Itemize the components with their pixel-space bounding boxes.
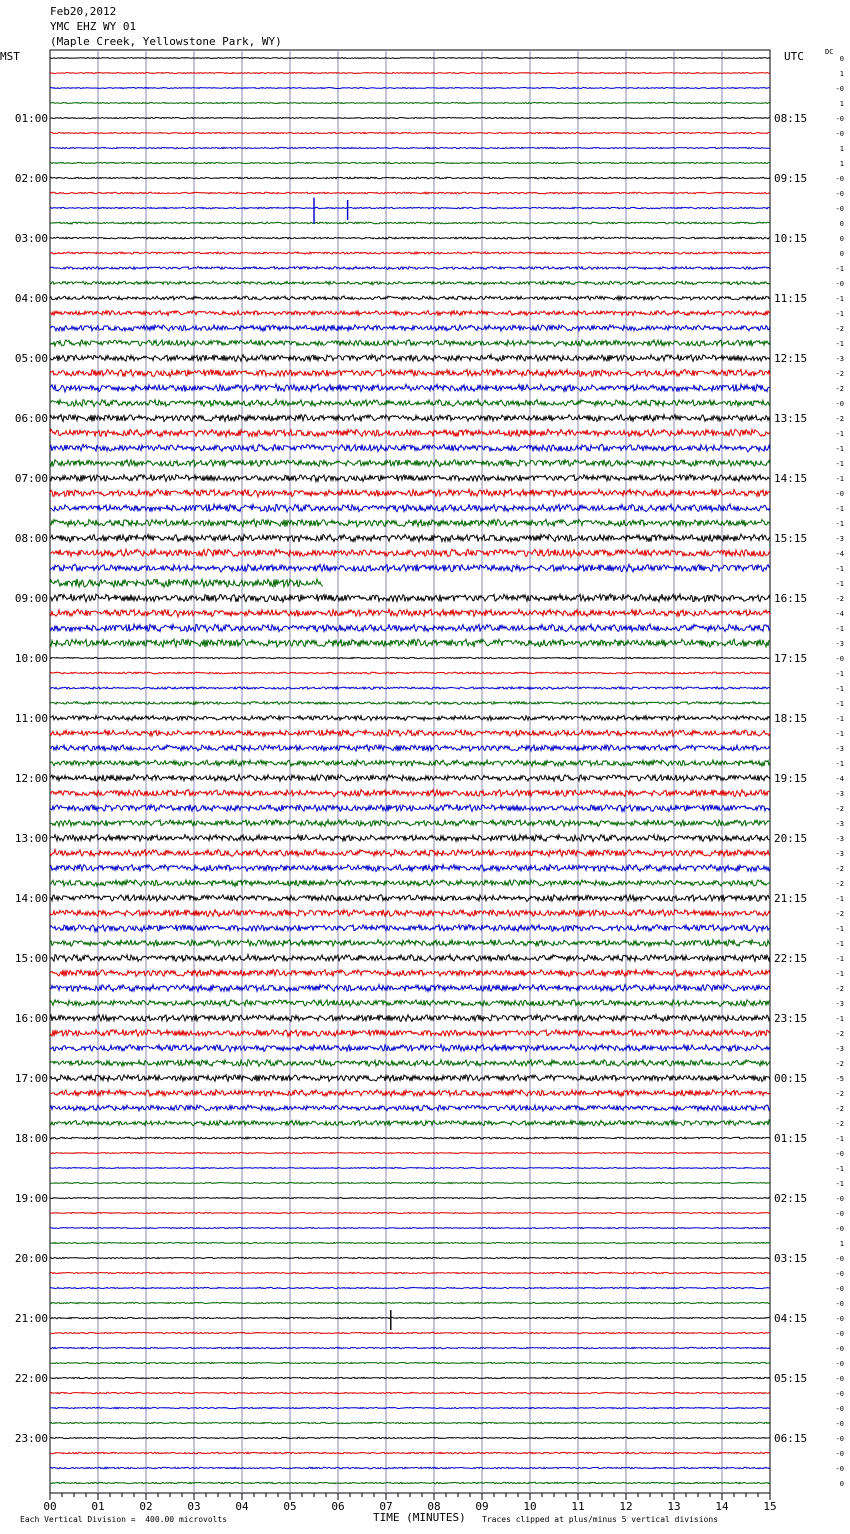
dc-offset-label: -1: [835, 310, 844, 318]
trace-row: [50, 1407, 770, 1409]
trace-row: [50, 162, 770, 164]
dc-offset-label: -1: [835, 625, 844, 633]
dc-offset-label: -1: [835, 565, 844, 573]
x-tick-label: 13: [667, 1500, 681, 1513]
trace-row: [50, 1377, 770, 1379]
trace-row: [50, 534, 770, 542]
dc-offset-label: -3: [835, 835, 844, 843]
dc-offset-label: -2: [835, 385, 844, 393]
utc-hour-label: 10:15: [774, 232, 808, 245]
dc-offset-label: -1: [835, 760, 844, 768]
trace-row: [50, 1257, 770, 1259]
trace-row: [50, 1212, 770, 1213]
dc-offset-label: -1: [835, 925, 844, 933]
dc-offset-label: -2: [835, 865, 844, 873]
trace-row: [50, 687, 770, 690]
dc-offset-label: -1: [835, 715, 844, 723]
trace-row: [50, 384, 770, 392]
utc-hour-label: 00:15: [774, 1072, 808, 1085]
dc-offset-label: 1: [839, 70, 844, 78]
trace-row: [50, 790, 770, 797]
dc-offset-label: -4: [835, 550, 844, 558]
dc-offset-label: -0: [835, 205, 844, 213]
plot-grid: [50, 50, 770, 1493]
x-tick-label: 15: [763, 1500, 777, 1513]
mst-hour-label: 06:00: [14, 412, 48, 425]
trace-row: [50, 1029, 770, 1036]
dc-offset-label: 1: [839, 160, 844, 168]
trace-row: [50, 835, 770, 842]
trace-row: [50, 444, 770, 452]
trace-row: [50, 72, 770, 73]
trace-row: [50, 460, 770, 467]
trace-row: [50, 1422, 770, 1424]
mst-hour-label: 13:00: [14, 832, 48, 845]
trace-row: [50, 880, 770, 887]
dc-offset-label: -3: [835, 820, 844, 828]
dc-offset-label: -0: [835, 1150, 844, 1158]
dc-offset-label: -1: [835, 445, 844, 453]
dc-offset-label: -2: [835, 1105, 844, 1113]
dc-offset-label: -4: [835, 610, 844, 618]
dc-offset-label: -1: [835, 295, 844, 303]
dc-offset-label: -3: [835, 790, 844, 798]
scale-note: Each Vertical Division = 400.00 microvolts: [20, 1515, 228, 1524]
trace-row: [50, 400, 770, 407]
trace-row: [50, 549, 770, 557]
mst-hour-label: 03:00: [14, 232, 48, 245]
x-tick-label: 11: [571, 1500, 585, 1513]
mst-hour-label: 09:00: [14, 592, 48, 605]
dc-offset-label: 1: [839, 100, 844, 108]
dc-offset-label: -0: [835, 1210, 844, 1218]
dc-offset-label: 1: [839, 1240, 844, 1248]
header-location: (Maple Creek, Yellowstone Park, WY): [50, 35, 282, 48]
dc-offset-label: -0: [835, 1225, 844, 1233]
dc-offset-label: -2: [835, 370, 844, 378]
trace-row: [50, 296, 770, 300]
mst-hour-label: 15:00: [14, 952, 48, 965]
x-tick-label: 07: [379, 1500, 393, 1513]
trace-row: [50, 1182, 770, 1183]
trace-row: [50, 474, 770, 481]
dc-offset-label: -1: [835, 340, 844, 348]
dc-offset-label: 0: [839, 220, 844, 228]
trace-row: [50, 132, 770, 134]
trace-row: [50, 1482, 770, 1484]
dc-offset-label: -0: [835, 1435, 844, 1443]
mst-hour-label: 18:00: [14, 1132, 48, 1145]
mst-hour-label: 11:00: [14, 712, 48, 725]
mst-hour-label: 05:00: [14, 352, 48, 365]
trace-row: [50, 760, 770, 766]
dc-offset-label: -3: [835, 640, 844, 648]
dc-offset-label: -0: [835, 1405, 844, 1413]
trace-row: [50, 355, 770, 362]
right-timezone-label: UTC: [784, 50, 804, 63]
dc-offset-label: -2: [835, 1060, 844, 1068]
dc-offset-label: -3: [835, 745, 844, 753]
trace-row: [50, 1287, 770, 1289]
dc-offset-label: -1: [835, 460, 844, 468]
dc-offset-label: -0: [835, 130, 844, 138]
dc-offset-label: 0: [839, 250, 844, 258]
dc-offset-label: -0: [835, 115, 844, 123]
utc-hour-label: 02:15: [774, 1192, 808, 1205]
dc-offset-label: -0: [835, 280, 844, 288]
dc-offset-label: -1: [835, 700, 844, 708]
utc-hour-label: 08:15: [774, 112, 808, 125]
trace-row: [50, 820, 770, 827]
dc-offset-label: -2: [835, 880, 844, 888]
trace-row: [50, 147, 770, 149]
dc-offset-label: -0: [835, 1255, 844, 1263]
mst-hour-label: 23:00: [14, 1432, 48, 1445]
trace-row: [50, 1060, 770, 1067]
trace-row: [50, 519, 770, 527]
mst-hour-label: 10:00: [14, 652, 48, 665]
x-tick-label: 04: [235, 1500, 249, 1513]
dc-offset-label: -0: [835, 490, 844, 498]
trace-row: [50, 925, 770, 932]
x-tick-label: 14: [715, 1500, 729, 1513]
trace-row: [50, 369, 770, 376]
mst-hour-label: 04:00: [14, 292, 48, 305]
trace-row: [50, 252, 770, 254]
dc-offset-label: -0: [835, 85, 844, 93]
trace-row: [50, 804, 770, 811]
trace-row: [50, 745, 770, 751]
x-axis-ticks: [43, 1493, 776, 1513]
trace-row: [50, 775, 770, 782]
trace-row: [50, 909, 770, 916]
utc-hour-label: 18:15: [774, 712, 808, 725]
trace-row: [50, 594, 770, 602]
trace-row: [50, 1015, 770, 1022]
trace-group: [50, 58, 770, 1484]
utc-hour-label: 21:15: [774, 892, 808, 905]
mst-hour-label: 12:00: [14, 772, 48, 785]
dc-offset-label: -0: [835, 1270, 844, 1278]
mst-hour-label: 22:00: [14, 1372, 48, 1385]
utc-hour-label: 06:15: [774, 1432, 808, 1445]
mst-hour-label: 17:00: [14, 1072, 48, 1085]
trace-row: [50, 237, 770, 239]
trace-row: [50, 340, 770, 347]
x-tick-label: 03: [187, 1500, 201, 1513]
trace-row: [50, 672, 770, 674]
dc-offset-label: -0: [835, 1315, 844, 1323]
trace-row: [50, 58, 770, 59]
trace-row: [50, 1075, 770, 1082]
x-tick-label: 12: [619, 1500, 633, 1513]
utc-hour-label: 01:15: [774, 1132, 808, 1145]
trace-row: [50, 849, 770, 856]
dc-offset-label: -0: [835, 1345, 844, 1353]
dc-offset-label: -0: [835, 1375, 844, 1383]
trace-row: [50, 504, 770, 512]
dc-offset-label: -4: [835, 775, 844, 783]
trace-row: [50, 1227, 770, 1228]
dc-offset-label: -2: [835, 1090, 844, 1098]
trace-row: [50, 639, 770, 647]
trace-row: [50, 1317, 770, 1319]
dc-offset-label: -0: [835, 175, 844, 183]
dc-offset-label: -5: [835, 1075, 844, 1083]
trace-row: [50, 1090, 770, 1097]
trace-row: [50, 1167, 770, 1168]
utc-hour-label: 20:15: [774, 832, 808, 845]
trace-row: [50, 940, 770, 947]
dc-offset-label: -1: [835, 430, 844, 438]
trace-row: [50, 325, 770, 331]
dc-offset-label: -3: [835, 1045, 844, 1053]
utc-hour-label: 14:15: [774, 472, 808, 485]
trace-row: [50, 311, 770, 316]
trace-row: [50, 1120, 770, 1126]
dc-offset-label: -2: [835, 325, 844, 333]
trace-row: [50, 1437, 770, 1439]
dc-offset-label: -1: [835, 955, 844, 963]
trace-row: [50, 657, 770, 659]
dc-offset-label: -3: [835, 850, 844, 858]
dc-offset-label: -2: [835, 1120, 844, 1128]
trace-row: [50, 970, 770, 977]
trace-row: [50, 564, 770, 572]
utc-hour-label: 22:15: [774, 952, 808, 965]
dc-offset-label: -0: [835, 1360, 844, 1368]
trace-row: [50, 489, 770, 497]
trace-row: [50, 1347, 770, 1349]
trace-row: [50, 1000, 770, 1007]
mst-hour-label: 14:00: [14, 892, 48, 905]
trace-row: [50, 1392, 770, 1394]
dc-offset-label: -1: [835, 730, 844, 738]
trace-row: [50, 1105, 770, 1111]
dc-offset-label: -3: [835, 1000, 844, 1008]
trace-row: [50, 177, 770, 179]
dc-offset-label: -0: [835, 190, 844, 198]
dc-offset-label: -1: [835, 970, 844, 978]
trace-row: [50, 1467, 770, 1469]
header-date: Feb20,2012: [50, 5, 117, 18]
mst-hour-label: 20:00: [14, 1252, 48, 1265]
dc-offset-label: -1: [835, 580, 844, 588]
utc-hour-label: 17:15: [774, 652, 808, 665]
mst-hour-label: 01:00: [14, 112, 48, 125]
trace-row: [50, 1152, 770, 1153]
trace-row: [50, 1272, 770, 1274]
left-timezone-label: MST: [0, 50, 20, 63]
dc-offset-label: -0: [835, 1465, 844, 1473]
utc-hour-label: 19:15: [774, 772, 808, 785]
trace-row: [50, 984, 770, 991]
x-tick-label: 10: [523, 1500, 537, 1513]
dc-offset-label: -0: [835, 1285, 844, 1293]
trace-row: [50, 1332, 770, 1334]
utc-hour-label: 03:15: [774, 1252, 808, 1265]
mst-hour-label: 19:00: [14, 1192, 48, 1205]
dc-offset-label: -1: [835, 1135, 844, 1143]
clip-note: Traces clipped at plus/minus 5 vertical divisions: [482, 1515, 719, 1524]
dc-offset-label: -1: [835, 265, 844, 273]
dc-offset-label: -2: [835, 415, 844, 423]
dc-offset-label: -0: [835, 1420, 844, 1428]
dc-offset-label: -1: [835, 940, 844, 948]
dc-offset-label: 1: [839, 145, 844, 153]
mst-hour-label: 07:00: [14, 472, 48, 485]
trace-row: [50, 102, 770, 103]
trace-row: [50, 117, 770, 118]
x-tick-label: 02: [139, 1500, 153, 1513]
dc-offset-label: -0: [835, 1450, 844, 1458]
dc-offset-label: -1: [835, 1165, 844, 1173]
plot-frame: [50, 50, 770, 1493]
x-axis-title: TIME (MINUTES): [373, 1511, 466, 1524]
trace-row: [50, 624, 770, 632]
trace-row: [50, 1452, 770, 1454]
trace-row: [50, 222, 770, 224]
mst-hour-label: 08:00: [14, 532, 48, 545]
utc-hour-label: 04:15: [774, 1312, 808, 1325]
trace-row: [50, 429, 770, 437]
trace-row: [50, 1045, 770, 1052]
header-station: YMC EHZ WY 01: [50, 20, 137, 33]
utc-hour-label: 23:15: [774, 1012, 808, 1025]
trace-row: [50, 1302, 770, 1304]
dc-offset-label: -0: [835, 1195, 844, 1203]
dc-offset-label: -1: [835, 1180, 844, 1188]
dc-offset-label: -1: [835, 895, 844, 903]
dc-offset-label: -2: [835, 595, 844, 603]
trace-row: [50, 1362, 770, 1363]
dc-offset-label: -1: [835, 475, 844, 483]
mst-hour-label: 02:00: [14, 172, 48, 185]
dc-offset-label: -1: [835, 1015, 844, 1023]
x-tick-label: 01: [91, 1500, 105, 1513]
trace-row: [50, 609, 770, 617]
utc-hour-label: 11:15: [774, 292, 808, 305]
dc-offset-label: -1: [835, 670, 844, 678]
trace-row: [50, 207, 770, 209]
dc-offset-label: -0: [835, 655, 844, 663]
x-tick-label: 08: [427, 1500, 441, 1513]
trace-row: [50, 1242, 770, 1243]
x-tick-label: 06: [331, 1500, 345, 1513]
trace-row: [50, 192, 770, 194]
utc-hour-label: 09:15: [774, 172, 808, 185]
x-tick-label: 05: [283, 1500, 297, 1513]
dc-offset-label: -3: [835, 355, 844, 363]
dc-offset-label: -0: [835, 1300, 844, 1308]
dc-offset-label: -1: [835, 520, 844, 528]
utc-hour-label: 15:15: [774, 532, 808, 545]
trace-row: [50, 1137, 770, 1139]
dc-offset-label: 0: [839, 1480, 844, 1488]
dc-offset-label: 0: [839, 55, 844, 63]
trace-row: [50, 955, 770, 962]
trace-row: [50, 895, 770, 902]
trace-row: [50, 730, 770, 736]
trace-row: [50, 865, 770, 872]
x-tick-label: 00: [43, 1500, 57, 1513]
trace-row: [50, 702, 770, 705]
dc-offset-label: -0: [835, 1330, 844, 1338]
dc-offset-label: -2: [835, 910, 844, 918]
utc-hour-label: 12:15: [774, 352, 808, 365]
mst-hour-label: 16:00: [14, 1012, 48, 1025]
dc-offset-label: -3: [835, 535, 844, 543]
dc-label: DC: [825, 48, 834, 56]
dc-offset-label: -0: [835, 1390, 844, 1398]
dc-offset-label: -2: [835, 805, 844, 813]
dc-offset-label: -1: [835, 685, 844, 693]
x-tick-label: 09: [475, 1500, 489, 1513]
utc-hour-label: 05:15: [774, 1372, 808, 1385]
trace-row: [50, 579, 323, 588]
mst-hour-label: 21:00: [14, 1312, 48, 1325]
trace-row: [50, 87, 770, 88]
trace-row: [50, 716, 770, 721]
trace-row: [50, 415, 770, 422]
trace-row: [50, 281, 770, 285]
trace-row: [50, 267, 770, 270]
dc-offset-label: -0: [835, 400, 844, 408]
utc-hour-label: 13:15: [774, 412, 808, 425]
dc-offset-label: 0: [839, 235, 844, 243]
utc-hour-label: 16:15: [774, 592, 808, 605]
dc-offset-label: -1: [835, 505, 844, 513]
dc-offset-label: -2: [835, 985, 844, 993]
trace-row: [50, 1197, 770, 1198]
dc-offset-label: -2: [835, 1030, 844, 1038]
